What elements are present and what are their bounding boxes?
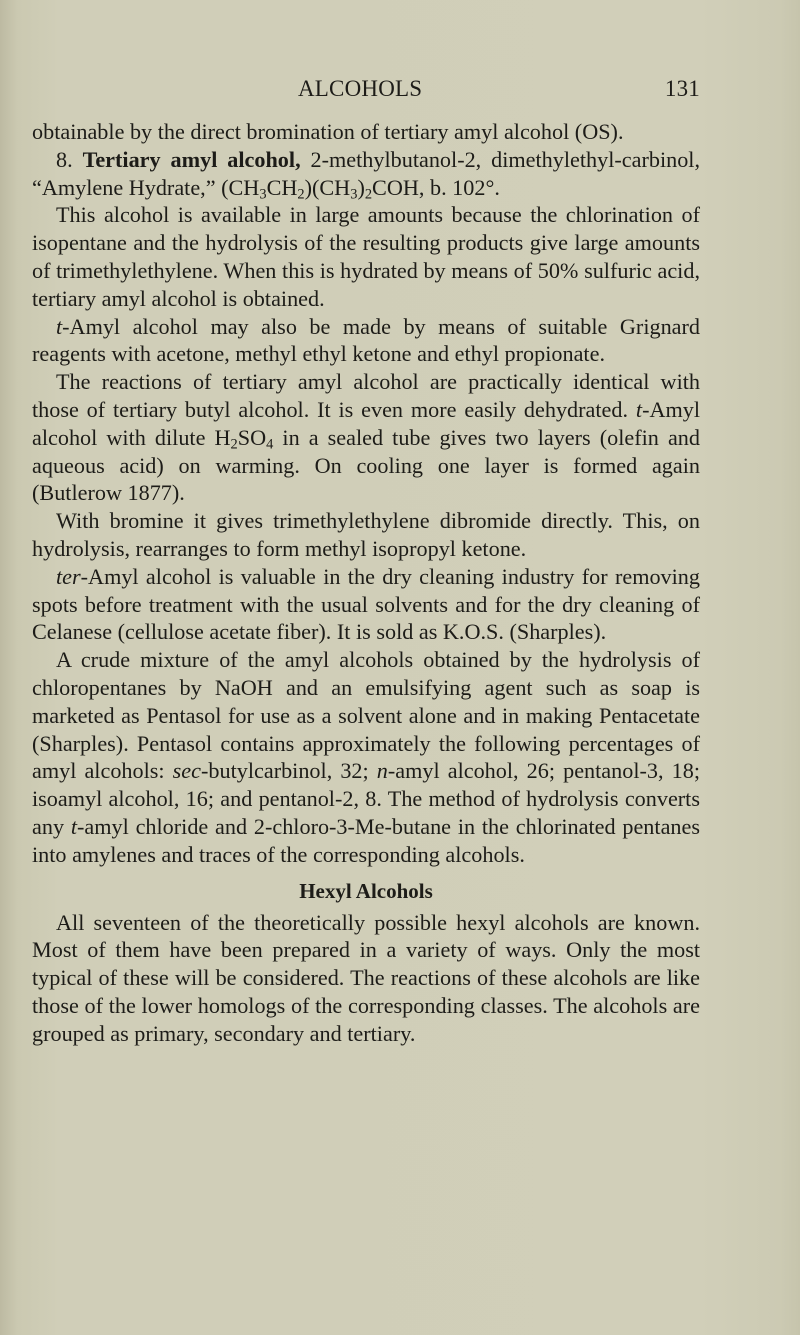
paragraph-grignard <box>32 313 700 369</box>
italic-prefix: t <box>635 396 643 422</box>
paragraph-text: With bromine it gives trimethylethylene dibromide directly. This, on hydrolysis, rearranges to form methyl isopropyl ketone. <box>32 508 700 561</box>
paragraph-text: All seventeen of the theoretically possible hexyl alcohols are known. Most of them have been prepared in a variety of ways. Only the most typical of these will be considered. The reactions of these alcohols are like those of the lower homologs of the corresponding classes. The alcohols are grouped as primary, secondary and tertiary. <box>32 909 700 1046</box>
paragraph-text: -Amyl alcohol with dilute H <box>32 396 700 450</box>
running-head <box>32 76 700 106</box>
paragraph-text: -Amyl alcohol may also be made by means of suitable Grignard reagents with acetone, methyl ethyl ketone and ethyl propionate. <box>32 313 700 367</box>
page-number: 131 <box>664 76 700 101</box>
paragraph-tertiary-amyl-alcohol <box>32 146 700 202</box>
paragraph-availability <box>32 201 700 312</box>
subscript: 3 <box>259 186 267 203</box>
paragraph-text: ) <box>357 174 365 200</box>
paragraph-text: )(CH <box>304 174 351 200</box>
paragraph-text: -amyl alcohol, 26; pentanol-3, 18; isoamyl alcohol, 16; and pentanol-2, 8. The method of hydrolysis converts any <box>32 758 700 839</box>
page-body <box>32 118 700 1048</box>
subscript: 3 <box>350 186 358 203</box>
italic-prefix: sec <box>172 758 201 784</box>
italic-prefix: ter <box>56 563 81 589</box>
italic-prefix: t <box>56 313 63 339</box>
running-title: ALCOHOLS <box>298 76 423 101</box>
entry-number: 8. <box>56 146 73 172</box>
paragraph-text: This alcohol is available in large amounts because the chlorination of isopentane and the hydrolysis of the resulting products give large amounts of trimethylethylene. When this is hydrated by means of 50% sulfuric acid, tertiary amyl alcohol is obtained. <box>32 202 700 311</box>
entry-title: Tertiary amyl alcohol, <box>82 146 301 172</box>
italic-prefix: n <box>376 758 388 784</box>
paragraph-text: obtainable by the direct bromination of tertiary amyl alcohol (OS). <box>32 119 624 144</box>
paragraph-continuation <box>32 118 700 146</box>
paragraph-hexyl-intro <box>32 909 700 1048</box>
paragraph-text: -amyl chloride and 2-chloro-3-Me-butane in the chlorinated pentanes into amylenes and traces of the corresponding alcohols. <box>32 813 700 867</box>
paragraph-text: CH <box>266 174 298 200</box>
paragraph-dry-cleaning <box>32 563 700 646</box>
paragraph-text: -butylcarbinol, 32; <box>201 758 377 784</box>
paragraph-pentasol <box>32 646 700 868</box>
paragraph-text: -Amyl alcohol is valuable in the dry cleaning industry for removing spots before treatment with the usual solvents and for the dry cleaning of Celanese (cellulose acetate fiber). It is sold as K.O.S. (Sharples). <box>32 563 700 645</box>
paragraph-text: COH, b. 102°. <box>372 174 500 200</box>
paragraph-reactions <box>32 368 700 507</box>
subscript: 2 <box>364 186 373 203</box>
paragraph-text: 2-methylbutanol-2, dimethylethyl-carbinol, “Amylene Hydrate,” (CH <box>32 146 701 200</box>
italic-prefix: t <box>70 813 78 839</box>
subscript: 2 <box>230 436 238 453</box>
subscript: 2 <box>297 186 305 203</box>
paragraph-bromine <box>32 507 700 563</box>
paragraph-text: A crude mixture of the amyl alcohols obtained by the hydrolysis of chloropentanes by NaOH and an emulsifying agent such as soap is marketed as Pentasol for use as a solvent alone and in making Pentacetate (Sharples). Pentasol contains approximately the following percentages of amyl alcohols: <box>32 647 700 784</box>
paragraph-text: The reactions of tertiary amyl alcohol are practically identical with those of tertiary butyl alcohol. It is even more easily dehydrated. <box>32 369 700 422</box>
paragraph-text: SO <box>237 424 267 450</box>
subscript: 4 <box>266 436 274 453</box>
section-heading-hexyl-alcohols: Hexyl Alcohols <box>299 878 433 903</box>
paragraph-text: in a sealed tube gives two layers (olefin and aqueous acid) on warming. On cooling one layer is formed again (Butlerow 1877). <box>32 424 700 506</box>
